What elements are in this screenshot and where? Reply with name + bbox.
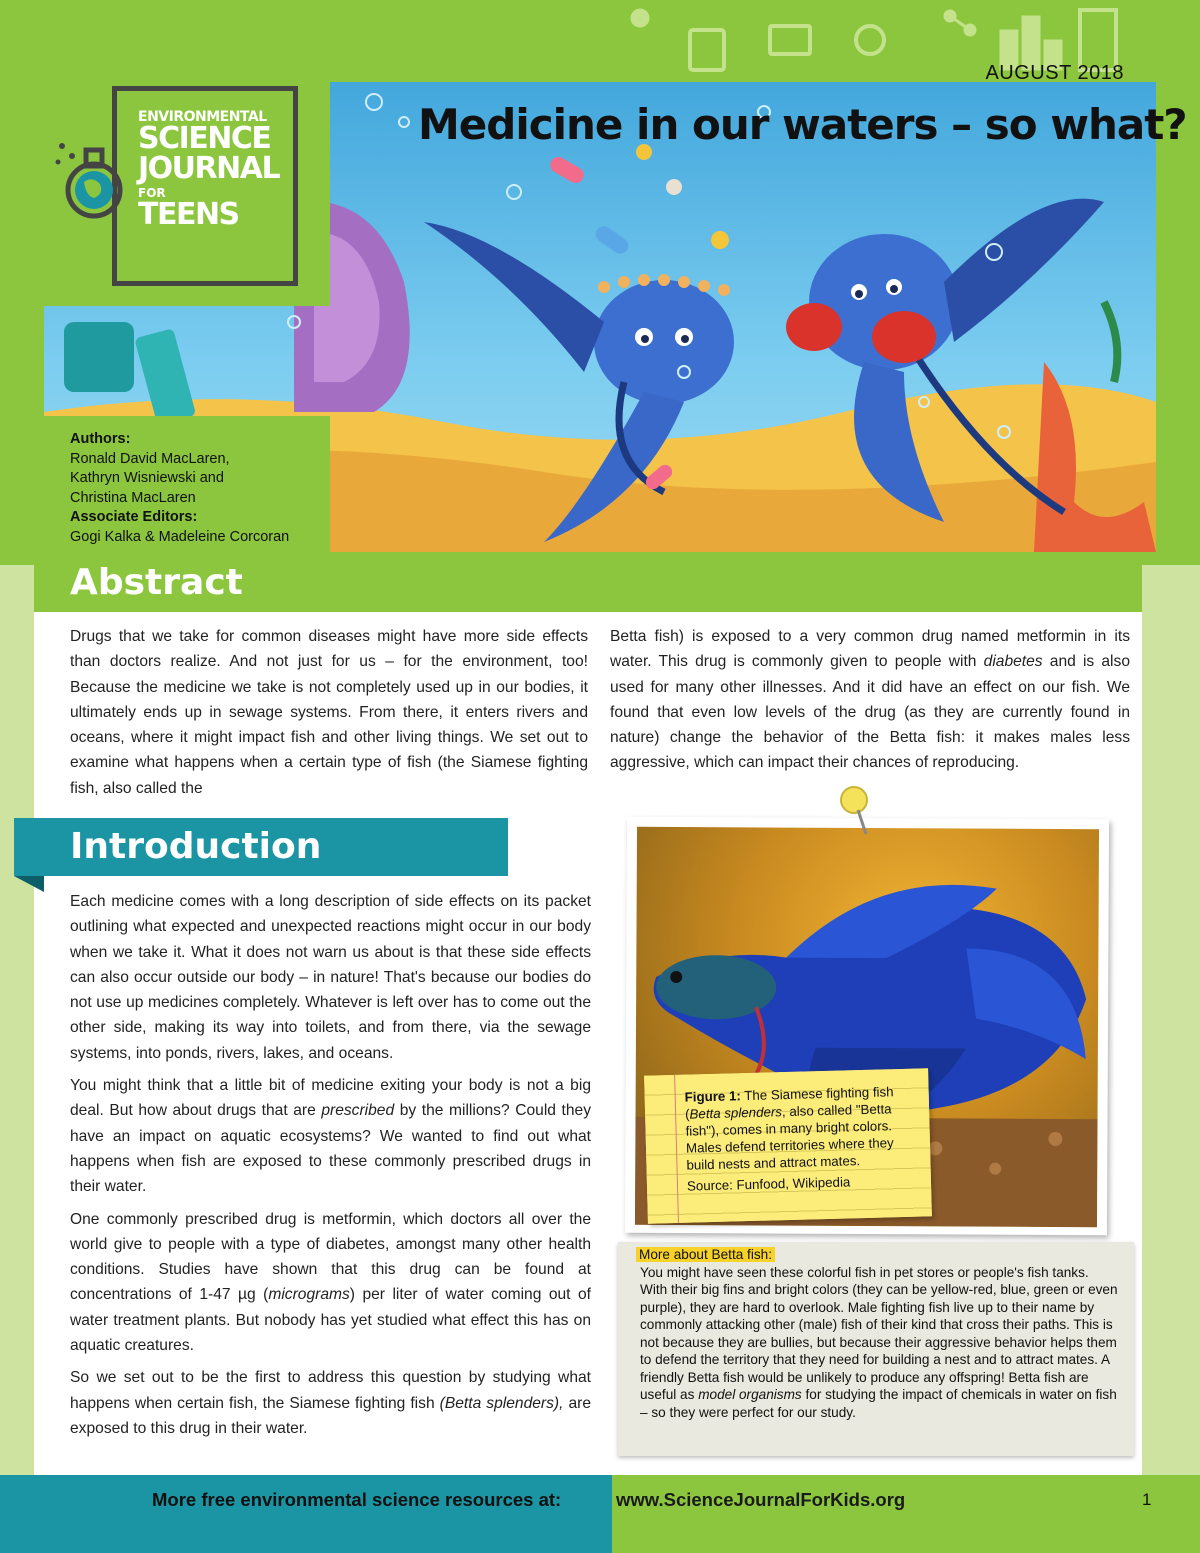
credits-box [0, 416, 330, 556]
more-term: model organisms [698, 1387, 802, 1402]
more-about-text [640, 1264, 1118, 1422]
caption-text: The Siamese fighting fish ( [684, 1084, 894, 1122]
intro-text: So we set out to be the first to address this question by studying what happens when certain fish, the Siamese fighting fish [70, 1369, 591, 1412]
more-about-title: More about Betta fish: [636, 1247, 775, 1262]
intro-paragraph-4 [70, 1365, 591, 1441]
note-margin-line [674, 1075, 679, 1223]
intro-text: One commonly prescribed drug is metformin, which doctors all over the world give to people with a type of diabetes, amongst many other health conditions. Studies have shown that this drug can be found at concentrations of 1-47 µg ( [70, 1210, 591, 1304]
intro-text: ) per liter of water coming out of water treatment plants. But nobody has yet studied what effect this has on aquatic creatures. [70, 1286, 591, 1355]
more-text: for studying the impact of chemicals in water on fish – so they were perfect for our study. [640, 1387, 1117, 1420]
introduction-text [70, 889, 591, 1448]
footer-label: More free environmental science resources at: [152, 1489, 562, 1510]
abstract-text-left [70, 624, 588, 808]
abstract-text-right [610, 624, 1130, 783]
intro-text: are exposed to this drug in their water. [70, 1394, 592, 1437]
journal-logo [0, 76, 330, 306]
article-title: Medicine in our waters – so what? [418, 100, 1187, 149]
more-about-betta-box [618, 1242, 1134, 1456]
logo-line-science: SCIENCE [138, 121, 271, 156]
push-pin-icon [836, 784, 876, 836]
logo-line-teens: TEENS [138, 197, 239, 232]
page-number: 1 [1142, 1490, 1152, 1509]
issue-date: AUGUST 2018 [985, 62, 1124, 84]
intro-term: micrograms [268, 1286, 350, 1304]
intro-paragraph-2 [70, 1073, 591, 1199]
footer-website-link[interactable]: www.ScienceJournalForKids.org [616, 1489, 906, 1510]
introduction-band-fold [14, 876, 44, 892]
abstract-term: diabetes [983, 653, 1043, 671]
introduction-heading: Introduction [70, 826, 322, 867]
author-line: Ronald David MacLaren, [70, 450, 230, 467]
author-line: Christina MacLaren [70, 489, 196, 506]
editor-line: Gogi Kalka & Madeleine Corcoran [70, 528, 290, 545]
caption-term: Betta splenders [689, 1104, 783, 1122]
figure-source: Source: Funfood, Wikipedia [686, 1174, 851, 1194]
figure-label: Figure 1: [684, 1088, 742, 1105]
intro-term: (Betta splenders), [439, 1394, 564, 1412]
author-line: Kathryn Wisniewski and [70, 470, 224, 486]
intro-term: prescribed [321, 1102, 395, 1120]
intro-text: by the millions? Could they have an impact on aquatic ecosystems? We wanted to find out what happens when fish are exposed to these commonly prescribed drugs in their water. [70, 1102, 591, 1196]
footer-left-band [0, 1475, 612, 1553]
figure-caption [684, 1083, 918, 1174]
abstract-heading: Abstract [70, 562, 243, 603]
right-margin-band [1142, 565, 1200, 1475]
flask-globe-icon [48, 136, 128, 226]
logo-line-environmental: ENVIRONMENTAL [138, 109, 267, 125]
editors-heading: Associate Editors: [70, 509, 198, 525]
logo-line-journal: JOURNAL [138, 151, 280, 186]
intro-text: You might think that a little bit of medicine exiting your body is not a big deal. But how about drugs that are [70, 1077, 591, 1120]
left-margin-band [0, 565, 34, 1475]
intro-paragraph-1: Each medicine comes with a long description of side effects on its packet outlining what expected and unexpected reactions might occur in our body when we take it. What it does not warn us about is that these side effects can also occur outside our body – in nature! That's because our bodies do not use up medicines completely. Whatever is left over has to come out the other side, making its way into toilets, and from there, via the sewage systems, into ponds, rivers, lakes, and oceans. [70, 893, 591, 1062]
authors-heading: Authors: [70, 431, 131, 447]
abstract-paragraph: Drugs that we take for common diseases might have more side effects than doctors realize. And not just for us – for the environment, too! Because the medicine we take is not completely used up in our bodies, it ultimately ends up in sewage systems. From there, it enters rivers and oceans, where it might impact fish and other living things. We set out to examine what happens when a certain type of fish (the Siamese fighting fish, also called the [70, 628, 588, 797]
figure-caption-note [644, 1068, 932, 1223]
abstract-text: and is also used for many other illnesses. And it did have an effect on our fish. We found that even low levels of the drug (as they are currently found in nature) change the behavior of the Betta fish: it makes males less aggressive, which can impact their chances of reproducing. [610, 653, 1130, 772]
footer-right-band [612, 1475, 1200, 1553]
abstract-text: Betta fish) is exposed to a very common drug named metformin in its water. This drug is commonly given to people with [610, 628, 1130, 671]
logo-line-for: FOR [138, 186, 166, 200]
caption-text: , also called "Betta fish"), comes in many bright colors. Males defend territories where they build nests and attract mates. [685, 1101, 894, 1173]
more-text: You might have seen these colorful fish in pet stores or people's fish tanks. With their big fins and bright colors (they can be yellow-red, blue, green or even purple), they are hard to overlook. Male fighting fish live up to their name by commonly attacking other (male) fish of their kind that cross their paths. This is not because they are bullies, but because their aggressive behavior helps them to defend the territory that they need for building a nest and to attract mates. A friendly Betta fish would be unlikely to produce any offspring! Betta fish are useful as [640, 1264, 1118, 1402]
intro-paragraph-3 [70, 1207, 591, 1359]
